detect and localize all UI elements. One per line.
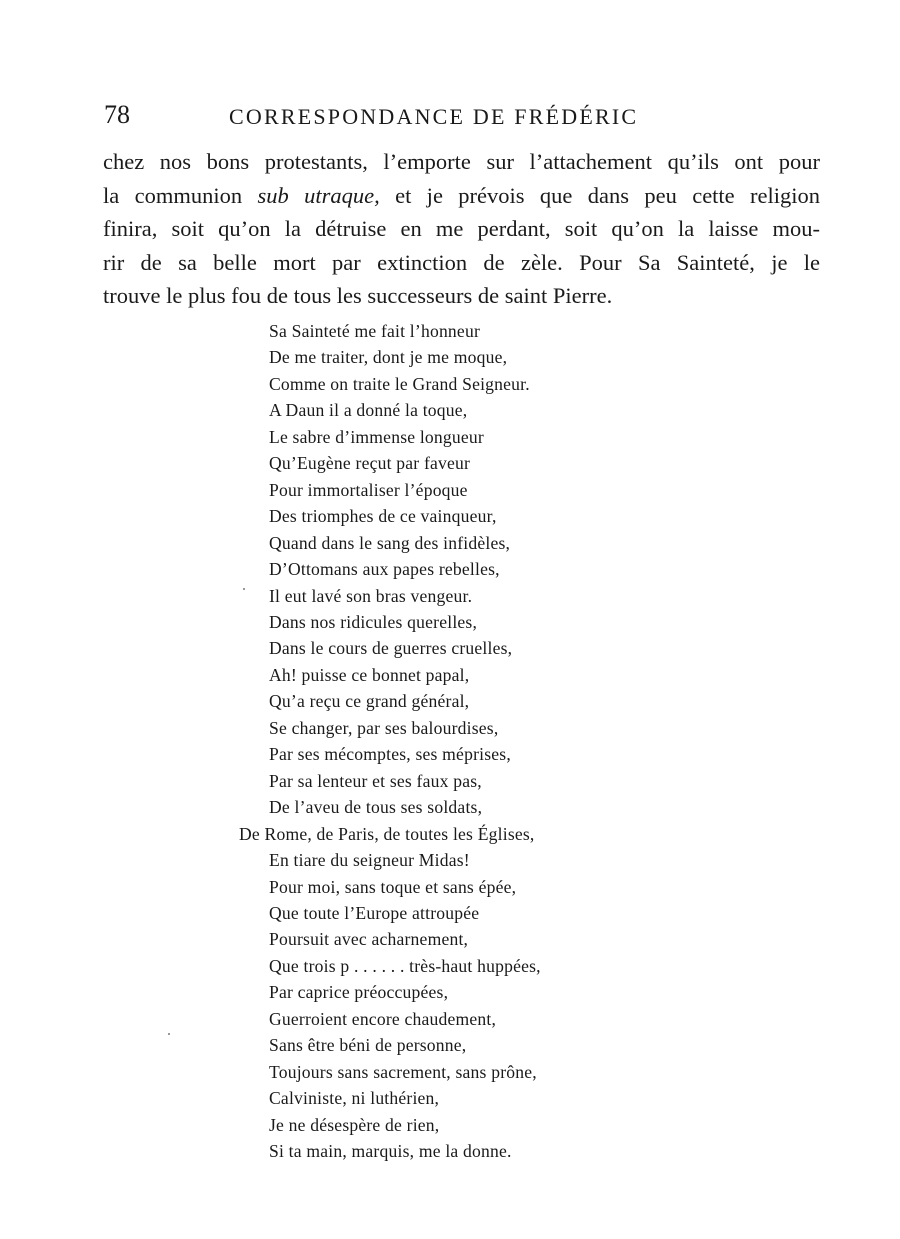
- poem: [239, 318, 689, 1165]
- scan-speck: [243, 588, 245, 590]
- poem-line-outdented: De Rome, de Paris, de toutes les Églises,: [239, 823, 535, 844]
- poem-line: Par sa lenteur et ses faux pas,: [269, 770, 482, 791]
- poem-line: Poursuit avec acharnement,: [269, 929, 469, 950]
- poem-line: De me traiter, dont je me moque,: [269, 347, 508, 368]
- poem-line: Toujours sans sacrement, sans prône,: [269, 1061, 537, 1082]
- poem-line: Guerroient encore chaudement,: [269, 1008, 497, 1029]
- running-head: [104, 100, 824, 132]
- prose-line: trouve le plus fou de tous les successeurs de saint Pierre.: [103, 283, 613, 309]
- poem-line: Que trois p . . . . . . très-haut huppées,: [269, 955, 541, 976]
- prose-line: rir de sa belle mort par extinction de zèle. Pour Sa Sainteté, je le: [103, 249, 820, 275]
- poem-line: Si ta main, marquis, me la donne.: [269, 1141, 512, 1162]
- poem-line: Quand dans le sang des infidèles,: [269, 532, 511, 553]
- poem-line: Le sabre d’immense longueur: [269, 426, 484, 447]
- poem-line: En tiare du seigneur Midas!: [269, 850, 470, 871]
- poem-line: Ah! puisse ce bonnet papal,: [269, 664, 470, 685]
- prose-italic-phrase: sub utraque,: [257, 182, 380, 208]
- poem-line: Calviniste, ni luthérien,: [269, 1088, 440, 1109]
- scan-speck: [168, 1033, 170, 1035]
- poem-line: Dans le cours de guerres cruelles,: [269, 638, 513, 659]
- poem-line: Dans nos ridicules querelles,: [269, 611, 478, 632]
- running-title: CORRESPONDANCE DE FRÉDÉRIC: [229, 104, 639, 129]
- poem-line: Pour immortaliser l’époque: [269, 479, 468, 500]
- poem-line: Qu’Eugène reçut par faveur: [269, 453, 471, 474]
- poem-line: Sans être béni de personne,: [269, 1035, 467, 1056]
- poem-line: Il eut lavé son bras vengeur.: [269, 585, 473, 606]
- poem-line: Je ne désespère de rien,: [269, 1114, 440, 1135]
- poem-line: Par caprice préoccupées,: [269, 982, 449, 1003]
- poem-line: Que toute l’Europe attroupée: [269, 902, 480, 923]
- poem-line: D’Ottomans aux papes rebelles,: [269, 559, 500, 580]
- prose-line: finira, soit qu’on la détruise en me perdant, soit qu’on la laisse mou-: [103, 216, 820, 242]
- poem-line: De l’aveu de tous ses soldats,: [269, 797, 483, 818]
- prose-line: chez nos bons protestants, l’emporte sur l’attachement qu’ils ont pour: [103, 149, 820, 174]
- prose-paragraph: [103, 145, 820, 313]
- poem-line: Par ses mécomptes, ses méprises,: [269, 744, 511, 765]
- poem-line: Se changer, par ses balourdises,: [269, 717, 499, 738]
- poem-line: Qu’a reçu ce grand général,: [269, 691, 470, 712]
- poem-line: A Daun il a donné la toque,: [269, 400, 468, 421]
- prose-text: et je prévois que dans peu cette religion: [379, 182, 821, 208]
- poem-line: Pour moi, sans toque et sans épée,: [269, 876, 517, 897]
- poem-line: Des triomphes de ce vainqueur,: [269, 506, 497, 527]
- prose-line: [103, 179, 820, 213]
- poem-line: Sa Sainteté me fait l’honneur: [269, 321, 480, 341]
- prose-text: la communion: [103, 182, 258, 208]
- page-number: 78: [104, 100, 130, 129]
- poem-line: Comme on traite le Grand Seigneur.: [269, 373, 530, 394]
